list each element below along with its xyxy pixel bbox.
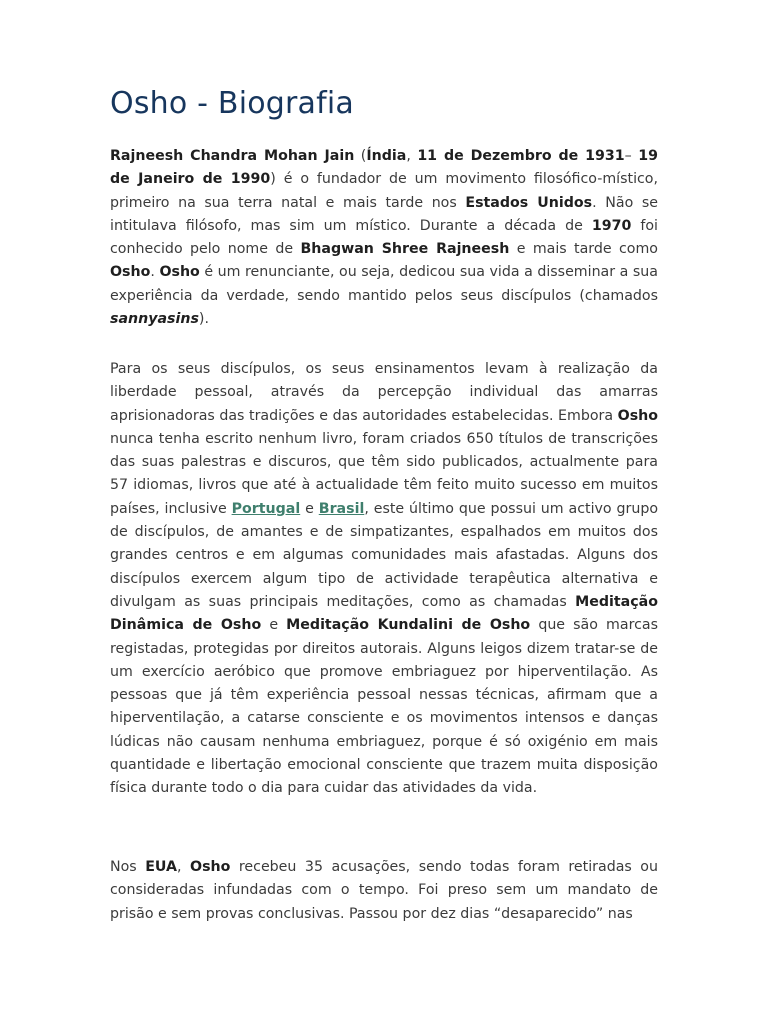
text: , este último que possui um activo grupo de discípulos, de amantes e de simpatizantes, espalhados em muitos dos grandes centros e em algumas comunidades mais afastadas. Alguns dos discípulos exercem algum tipo de actividade terapêutica alternativa e divulgam as suas principais meditações, como as chamadas <box>110 500 658 610</box>
country-bold: Índia <box>366 148 407 164</box>
country-bold: Estados Unidos <box>465 194 593 211</box>
osho-bold: Osho <box>190 859 231 875</box>
text: nunca tenha escrito nenhum livro, foram criados 650 títulos de transcrições das suas palestras e discuros, que têm sido publicados, actualmente para 57 idiomas, livros que até à actualidade têm feito muito sucesso em muitos países, inclusive <box>110 430 658 517</box>
text: . <box>150 264 160 281</box>
meditation-dynamic-bold: Meditação Dinâmica de Osho <box>110 593 658 634</box>
paragraph-intro <box>110 145 658 332</box>
paragraph-teachings <box>110 358 658 848</box>
name-bold: Rajneesh Chandra Mohan Jain <box>110 148 355 164</box>
text: ) é o fundador de um movimento filosófico-místico, primeiro na sua terra natal e mais tarde nos <box>110 171 658 211</box>
text: foi conhecido pelo nome de <box>110 217 658 258</box>
text: ). <box>198 311 209 328</box>
text: . Não se intitulava filósofo, mas sim um místico. Durante a década de <box>110 194 658 234</box>
text: e <box>300 500 319 517</box>
paragraph-usa <box>110 856 658 928</box>
text: recebeu 35 acusações, sendo todas foram retiradas ou consideradas infundadas com o tempo. Foi preso sem um mandato de prisão e sem provas conclusivas. Passou por dez dias “desaparecido” nas <box>110 859 658 922</box>
text: que são marcas registadas, protegidas por direitos autorais. Alguns leigos dizem tratar-se de um exercício aeróbico que promove embriaguez por hiperventilação. As pessoas que já têm experiência pessoal nessas técnicas, afirmam que a hiperventilação, a catarse consciente e os movimentos intensos e danças lúdicas não causam nenhuma embriaguez, porque é só oxigénio em mais quantidade e libertação emocional consciente que trazem muita disposição física durante todo o dia para cuidar das atividades da vida. <box>110 617 658 797</box>
meditation-kundalini-bold: Meditação Kundalini de Osho <box>286 617 531 634</box>
page-title: Osho - Biografia <box>110 86 355 121</box>
text: e <box>261 617 287 634</box>
text: é um renunciante, ou seja, dedicou sua vida a disseminar a sua experiência da verdade, sendo mantido pelos seus discípulos (chamados <box>110 264 658 304</box>
death-date-bold: 19 de Janeiro de 1990 <box>110 148 658 188</box>
link-brasil[interactable]: Brasil <box>318 500 365 517</box>
text: , <box>176 859 191 875</box>
text: , <box>406 148 418 164</box>
usa-bold: EUA <box>145 859 177 875</box>
decade-bold: 1970 <box>591 217 632 234</box>
text: e mais tarde como <box>509 241 658 258</box>
document-page <box>110 84 658 922</box>
sannyasins-italic: sannyasins <box>110 311 199 328</box>
osho-bold: Osho <box>110 264 151 281</box>
text: ( <box>354 148 367 164</box>
osho-bold: Osho <box>159 264 200 281</box>
birth-date-bold: 11 de Dezembro de 1931 <box>417 148 625 164</box>
link-portugal[interactable]: Portugal <box>231 500 301 517</box>
text: Para os seus discípulos, os seus ensinamentos levam à realização da liberdade pessoal, através da percepção individual das amarras aprisionadoras das tradições e das autoridades estabelecidas. Embora <box>110 361 658 424</box>
alias-bold: Bhagwan Shree Rajneesh <box>300 241 510 258</box>
osho-bold: Osho <box>617 407 658 424</box>
text: – <box>624 148 639 164</box>
text: Nos <box>110 859 146 875</box>
